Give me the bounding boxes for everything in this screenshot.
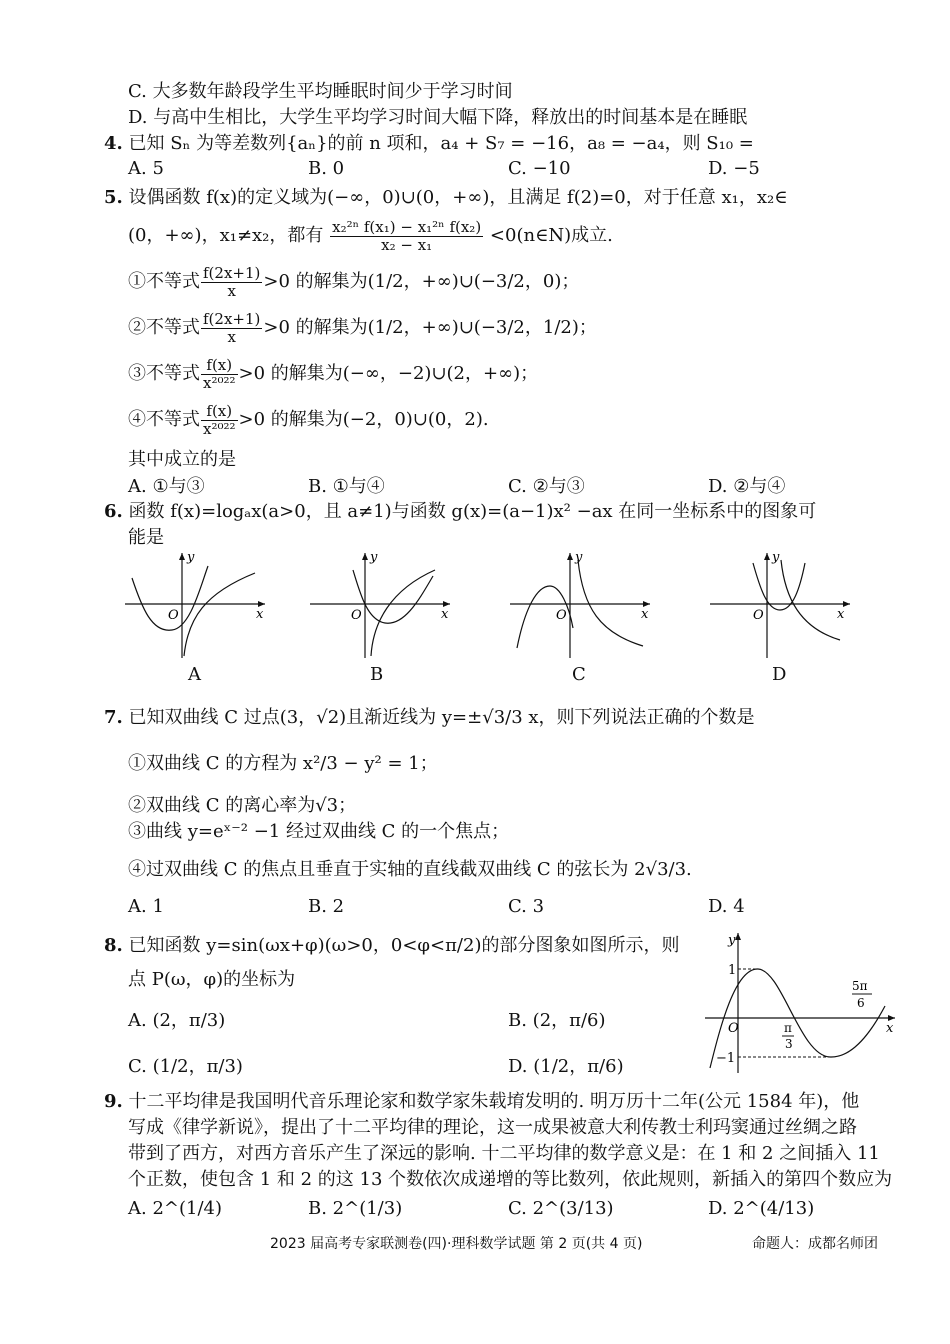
q7-option-d: D. 4 — [708, 896, 745, 917]
q7-item-2: ②双曲线 C 的离心率为√3； — [128, 795, 357, 816]
q6b-y-label: y — [370, 550, 378, 565]
q5-item-3 — [128, 356, 538, 392]
q6d-x-label: x — [837, 607, 845, 622]
q5-tail: 其中成立的是 — [128, 449, 236, 470]
q8-y-label: y — [728, 933, 736, 948]
q8-tick-pi3-den: 3 — [785, 1037, 793, 1051]
q6a-x-label: x — [256, 607, 264, 622]
q7-number: 7. — [104, 707, 123, 728]
q5-stem-line1 — [104, 186, 788, 210]
q6-stem-line1 — [104, 500, 816, 524]
q5-text-a: 设偶函数 f(x)的定义域为(−∞，0)∪(0，+∞)，且满足 f(2)=0，对于任意 x₁，x₂∈ — [128, 187, 788, 208]
q5-item-4-fn: f(x) — [201, 403, 238, 421]
q5-item-1-solution: (1/2，+∞)∪(−3/2，0)； — [367, 271, 580, 292]
q6-label-c: C — [572, 664, 586, 685]
q8-tick-5pi6-den: 6 — [857, 996, 865, 1010]
q9-option-d: D. 2^(4/13) — [708, 1198, 815, 1219]
q5-item-3-fn: f(x) — [201, 357, 238, 375]
q6-label-d: D — [772, 664, 787, 685]
q7-item-3: ③曲线 y=eˣ⁻² −1 经过双曲线 C 的一个焦点； — [128, 821, 510, 842]
q6a-origin: O — [168, 608, 179, 623]
q7-option-b: B. 2 — [308, 896, 345, 917]
q6c-origin: O — [556, 608, 567, 623]
q8-stem-line1 — [104, 934, 679, 958]
q5-text-b-pre: (0，+∞)，x₁≠x₂，都有 — [128, 225, 324, 246]
q5-condition-fraction — [330, 219, 483, 254]
q5-option-b: B. ①与④ — [308, 476, 385, 497]
q5-item-4-fd: x²⁰²² — [203, 419, 236, 438]
q9-line-1 — [104, 1090, 859, 1114]
q8-tick-5pi6-num: 5π — [852, 979, 868, 993]
q8-option-b: B. (2，π/6) — [508, 1010, 606, 1031]
q4-option-b: B. 0 — [308, 158, 345, 179]
q5-text-b-post: <0(n∈N)成立. — [489, 225, 613, 246]
q5-item-3-frac — [201, 357, 238, 392]
q5-item-1-fd: x — [227, 281, 236, 300]
q7-option-a: A. 1 — [128, 896, 164, 917]
q4-option-a: A. 5 — [128, 158, 164, 179]
q5-item-4-pre: ④不等式 — [128, 409, 200, 430]
q9-option-c: C. 2^(3/13) — [508, 1198, 614, 1219]
q6d-origin: O — [753, 608, 764, 623]
q5-item-3-mid: >0 的解集为 — [238, 363, 343, 384]
q8-stem-line2: 点 P(ω，φ)的坐标为 — [128, 969, 296, 990]
q5-item-2-pre: ②不等式 — [128, 317, 200, 338]
q8-tick-1: 1 — [728, 963, 737, 978]
q8-tick-pi3-num: π — [784, 1021, 792, 1035]
q8-option-a: A. (2，π/3) — [128, 1010, 226, 1031]
q8-x-label: x — [886, 1021, 894, 1036]
q9-text-1: 十二平均律是我国明代音乐理论家和数学家朱载堉发明的. 明万历十二年(公元 1584 年)，他 — [128, 1091, 860, 1112]
q7-text: 已知双曲线 C 过点(3，√2)且渐近线为 y=±√3/3 x，则下列说法正确的个数是 — [128, 707, 755, 728]
q8-text-1: 已知函数 y=sin(ωx+φ)(ω>0，0<φ<π/2)的部分图象如图所示，则 — [128, 935, 680, 956]
q9-line-3: 带到了西方，对西方音乐产生了深远的影响. 十二平均律的数学意义是：在 1 和 2 之间插入 11 — [128, 1143, 880, 1164]
q6-label-a: A — [188, 664, 201, 685]
q6-graph-a — [120, 548, 270, 663]
q3-option-d: D. 与高中生相比，大学生平均学习时间大幅下降，释放出的时间基本是在睡眠 — [128, 107, 748, 128]
q4-option-d: D. −5 — [708, 158, 760, 179]
q7-item-4: ④过双曲线 C 的焦点且垂直于实轴的直线截双曲线 C 的弦长为 2√3/3. — [128, 859, 692, 880]
q5-stem-line2 — [128, 218, 613, 254]
q5-item-2-frac — [201, 311, 262, 346]
q7-stem — [104, 706, 755, 730]
q5-item-1-mid: >0 的解集为 — [263, 271, 368, 292]
q5-option-c: C. ②与③ — [508, 476, 585, 497]
footer-page-info: 2023 届高考专家联测卷(四)·理科数学试题 第 2 页(共 4 页) — [270, 1236, 643, 1252]
q5-item-2-solution: (1/2，+∞)∪(−3/2，1/2)； — [367, 317, 597, 338]
q9-line-4: 个正数，使包含 1 和 2 的这 13 个数依次成递增的等比数列，依此规则，新插入的第四个数应为 — [128, 1169, 893, 1190]
q6-number: 6. — [104, 501, 123, 522]
q6b-x-label: x — [441, 607, 449, 622]
q5-item-2-fd: x — [227, 327, 236, 346]
q4-stem — [104, 132, 754, 156]
q6-graph-d — [705, 548, 855, 663]
q5-item-3-pre: ③不等式 — [128, 363, 200, 384]
q5-option-a: A. ①与③ — [128, 476, 205, 497]
q5-item-4-mid: >0 的解集为 — [238, 409, 343, 430]
q6-graph-b — [305, 548, 455, 663]
q4-number: 4. — [104, 133, 123, 154]
q4-option-c: C. −10 — [508, 158, 571, 179]
q5-item-2 — [128, 310, 597, 346]
q5-frac-denominator: x₂ − x₁ — [381, 235, 433, 254]
q4-text: 已知 Sₙ 为等差数列{aₙ}的前 n 项和，a₄ + S₇ = −16，a₈ = −a₄，则 S₁₀ = — [128, 133, 754, 154]
q5-item-3-fd: x²⁰²² — [203, 373, 236, 392]
footer-author: 命题人：成都名师团 — [752, 1236, 878, 1252]
q5-item-1-fn: f(2x+1) — [203, 263, 261, 282]
q5-item-1-frac — [201, 265, 262, 300]
q5-frac-numerator: x₂²ⁿ f(x₁) − x₁²ⁿ f(x₂) — [332, 217, 482, 236]
q5-item-2-mid: >0 的解集为 — [263, 317, 368, 338]
q7-item-1: ①双曲线 C 的方程为 x²/3 − y² = 1； — [128, 753, 438, 774]
q9-number: 9. — [104, 1091, 123, 1112]
q5-number: 5. — [104, 187, 123, 208]
q5-item-4 — [128, 402, 489, 438]
q9-option-a: A. 2^(1/4) — [128, 1198, 222, 1219]
q6c-x-label: x — [641, 607, 649, 622]
q8-origin: O — [728, 1021, 739, 1036]
q5-item-4-frac — [201, 403, 238, 438]
q5-item-3-solution: (−∞，−2)∪(2，+∞)； — [342, 363, 539, 384]
q5-item-1-pre: ①不等式 — [128, 271, 200, 292]
q8-number: 8. — [104, 935, 123, 956]
q7-option-c: C. 3 — [508, 896, 545, 917]
q6-stem-line2: 能是 — [128, 527, 164, 548]
q8-option-c: C. (1/2，π/3) — [128, 1056, 243, 1077]
q6-graph-c — [505, 548, 655, 663]
q6d-y-label: y — [772, 550, 780, 565]
q6b-origin: O — [351, 608, 362, 623]
q8-option-d: D. (1/2，π/6) — [508, 1056, 624, 1077]
q5-item-2-fn: f(2x+1) — [203, 309, 261, 328]
q6-text-1: 函数 f(x)=logₐx(a>0，且 a≠1)与函数 g(x)=(a−1)x² −ax 在同一坐标系中的图象可 — [128, 501, 817, 522]
q3-option-c: C. 大多数年龄段学生平均睡眠时间少于学习时间 — [128, 81, 513, 102]
q9-line-2: 写成《律学新说》，提出了十二平均律的理论，这一成果被意大利传教士利玛窦通过丝绸之路 — [128, 1117, 857, 1138]
q6a-y-label: y — [187, 550, 195, 565]
q5-item-1 — [128, 264, 579, 300]
q5-option-d: D. ②与④ — [708, 476, 786, 497]
q9-option-b: B. 2^(1/3) — [308, 1198, 403, 1219]
q6-label-b: B — [370, 664, 384, 685]
q8-sine-graph — [700, 928, 900, 1078]
q6c-y-label: y — [575, 550, 583, 565]
q8-tick-neg1: −1 — [716, 1051, 736, 1066]
q5-item-4-solution: (−2，0)∪(0，2). — [342, 409, 489, 430]
